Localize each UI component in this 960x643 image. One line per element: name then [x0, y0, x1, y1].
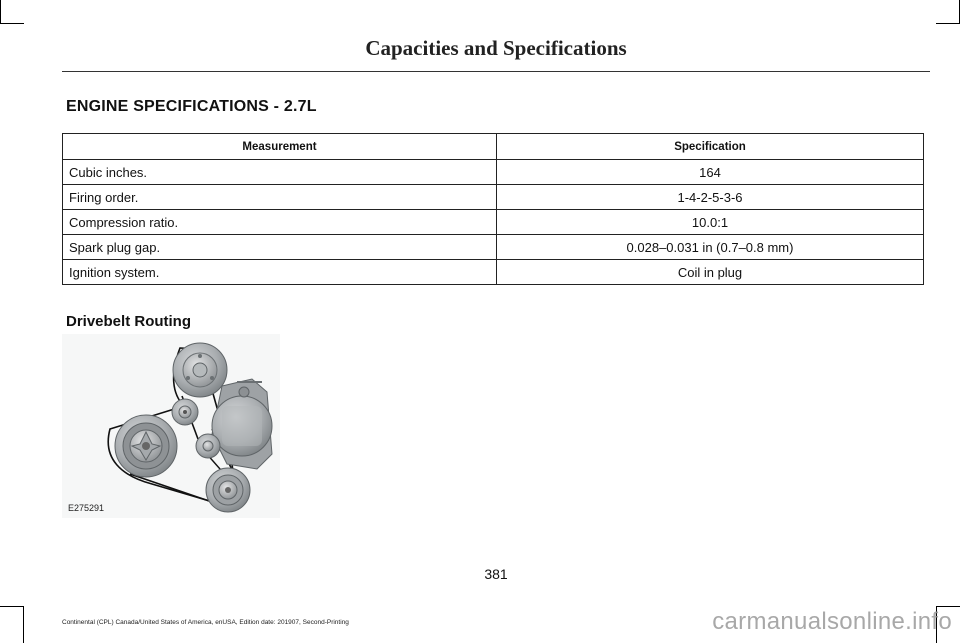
measurement-cell: Cubic inches. — [63, 160, 497, 185]
column-header-measurement: Measurement — [63, 134, 497, 160]
column-header-specification: Specification — [497, 134, 924, 160]
page-title: Capacities and Specifications — [365, 36, 627, 60]
crop-mark — [936, 23, 960, 24]
specification-cell: 1-4-2-5-3-6 — [497, 185, 924, 210]
crop-mark — [0, 0, 1, 24]
table-row — [63, 235, 924, 260]
section-heading: ENGINE SPECIFICATIONS - 2.7L — [66, 98, 317, 115]
footer-edition-text: Continental (CPL) Canada/United States of America, enUSA, Edition date: 201907, Second-Printing — [62, 619, 349, 626]
specification-cell: 10.0:1 — [497, 210, 924, 235]
drivebelt-routing-heading: Drivebelt Routing — [66, 313, 192, 330]
crop-mark — [0, 23, 24, 24]
engine-spec-table — [62, 133, 924, 285]
measurement-cell: Ignition system. — [63, 260, 497, 285]
specification-cell: 0.028–0.031 in (0.7–0.8 mm) — [497, 235, 924, 260]
crop-mark — [23, 606, 24, 643]
specification-cell: 164 — [497, 160, 924, 185]
idler-pulley-icon — [172, 399, 198, 425]
table-row — [63, 210, 924, 235]
table-header-row — [63, 134, 924, 160]
ac-compressor-pulley-icon — [206, 468, 250, 512]
crop-mark — [936, 606, 960, 607]
watermark: carmanualsonline.info — [712, 608, 952, 635]
specification-cell: Coil in plug — [497, 260, 924, 285]
drivebelt-routing-diagram — [62, 334, 280, 518]
measurement-cell: Spark plug gap. — [63, 235, 497, 260]
table-row — [63, 260, 924, 285]
crop-mark — [0, 606, 24, 607]
pulley-icon — [173, 343, 227, 397]
crankshaft-pulley-icon — [115, 415, 177, 477]
measurement-cell: Compression ratio. — [63, 210, 497, 235]
tensioner-pulley-icon — [196, 434, 220, 458]
measurement-cell: Firing order. — [63, 185, 497, 210]
table-row — [63, 185, 924, 210]
table-row — [63, 160, 924, 185]
figure-code: E275291 — [68, 503, 105, 513]
page-number: 381 — [484, 566, 508, 582]
header-divider — [62, 71, 930, 72]
